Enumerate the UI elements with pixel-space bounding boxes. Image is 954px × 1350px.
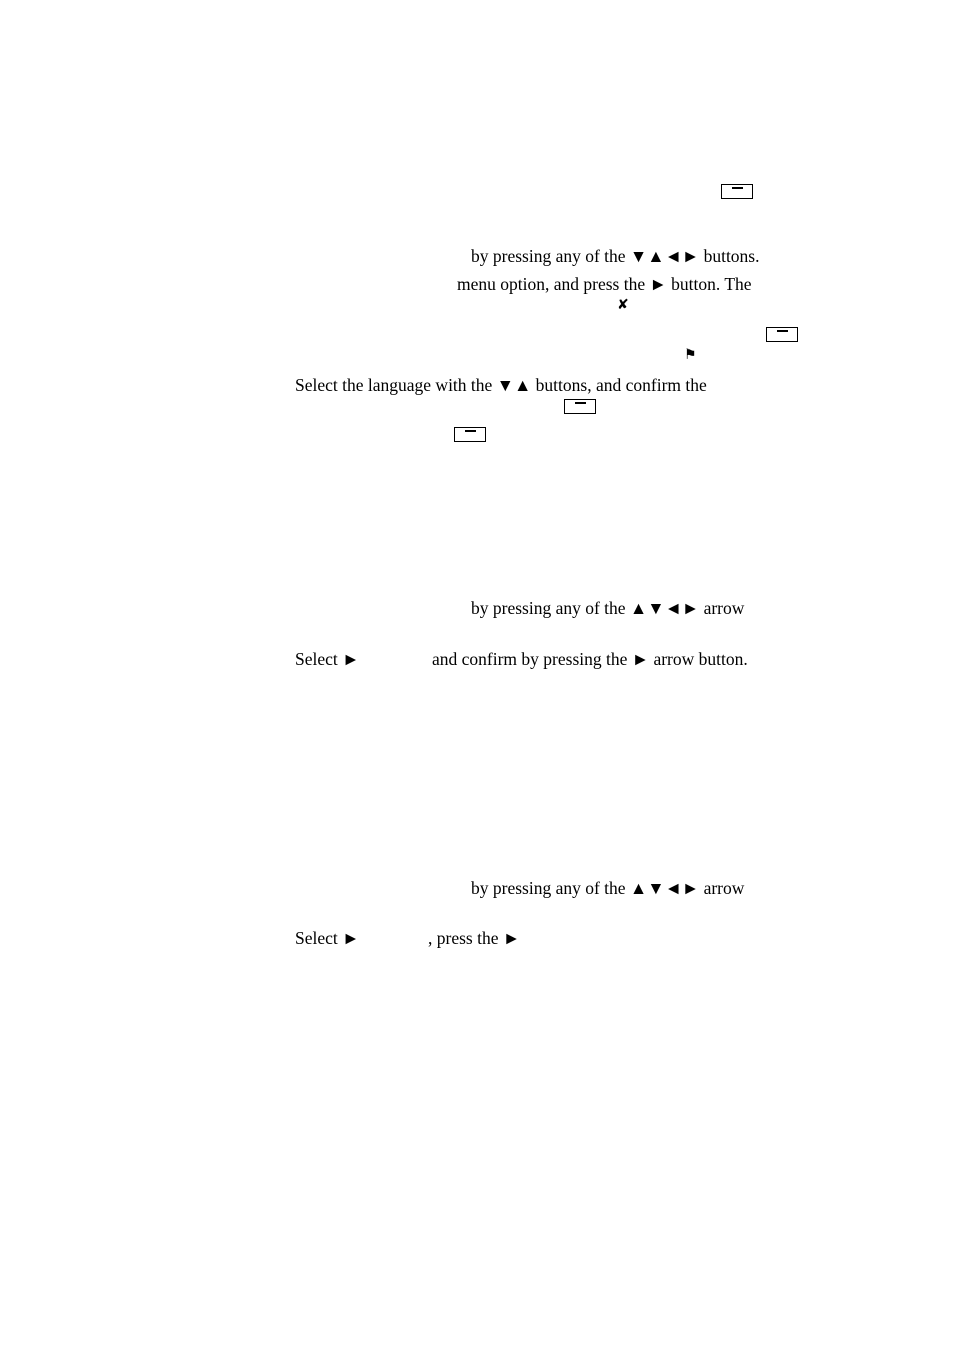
instruction-text: and confirm by pressing the ► arrow button.: [432, 649, 748, 669]
menu-softkey-icon: [564, 399, 596, 414]
instruction-text: , press the ►: [428, 928, 521, 948]
wrench-icon: ✘: [617, 297, 629, 313]
menu-softkey-icon: [766, 327, 798, 342]
menu-softkey-icon: [721, 184, 753, 199]
instruction-text: Select ►: [295, 928, 360, 948]
menu-softkey-icon: [454, 427, 486, 442]
instruction-text: Select the language with the ▼▲ buttons, and confirm the: [295, 375, 707, 395]
flag-icon: ⚑: [684, 347, 697, 363]
instruction-text: by pressing any of the ▲▼◄► arrow: [471, 878, 745, 898]
instruction-text: Select ►: [295, 649, 360, 669]
instruction-text: by pressing any of the ▲▼◄► arrow: [471, 598, 745, 618]
instruction-text: menu option, and press the ► button. The: [457, 274, 752, 294]
instruction-text: by pressing any of the ▼▲◄► buttons.: [471, 246, 760, 266]
